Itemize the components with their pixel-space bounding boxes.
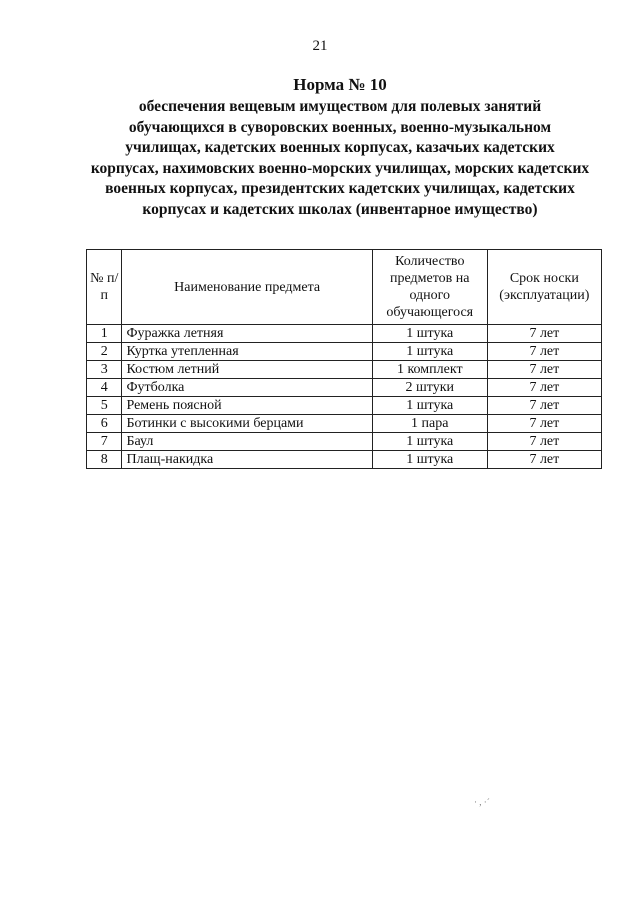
row-num-cell: 2 xyxy=(87,343,122,361)
row-num-cell: 6 xyxy=(87,415,122,433)
row-qty-cell: 1 комплект xyxy=(372,361,487,379)
row-name-cell: Фуражка летняя xyxy=(122,325,372,343)
row-term-cell: 7 лет xyxy=(487,433,601,451)
table-row xyxy=(87,415,602,433)
table-body xyxy=(87,325,602,469)
row-qty-cell: 2 штуки xyxy=(372,379,487,397)
row-qty-cell: 1 штука xyxy=(372,343,487,361)
scan-speck: · , ·´ xyxy=(474,797,490,807)
row-num-cell: 1 xyxy=(87,325,122,343)
table-row xyxy=(87,379,602,397)
table-row xyxy=(87,343,602,361)
row-qty-cell: 1 штука xyxy=(372,433,487,451)
row-term-cell: 7 лет xyxy=(487,451,601,469)
norm-table xyxy=(86,249,602,469)
row-name-cell: Плащ-накидка xyxy=(122,451,372,469)
row-name-cell: Ботинки с высокими берцами xyxy=(122,415,372,433)
row-term-cell: 7 лет xyxy=(487,325,601,343)
row-term-cell: 7 лет xyxy=(487,361,601,379)
page-number: 21 xyxy=(312,38,328,54)
row-term-cell: 7 лет xyxy=(487,343,601,361)
table-row xyxy=(87,397,602,415)
row-term-cell: 7 лет xyxy=(487,397,601,415)
row-term-cell: 7 лет xyxy=(487,415,601,433)
header-term: Срок носки (эксплуатации) xyxy=(487,250,601,325)
row-name-cell: Куртка утепленная xyxy=(122,343,372,361)
row-name-cell: Ремень поясной xyxy=(122,397,372,415)
row-num-cell: 7 xyxy=(87,433,122,451)
row-num-cell: 4 xyxy=(87,379,122,397)
norm-subtitle: обеспечения вещевым имуществом для полевых занятий обучающихся в суворовских военных, военно-музыкальном училищах, кадетских военных корпусах, казачьих кадетских корпусах, нахимовских военно-морских училищах, морских кадетских военных корпусах, президентских кадетских училищах, кадетских корпусах и кадетских школах (инвентарное имущество) xyxy=(90,98,590,218)
header-num: № п/п xyxy=(87,250,122,325)
row-num-cell: 5 xyxy=(87,397,122,415)
row-name-cell: Костюм летний xyxy=(122,361,372,379)
row-qty-cell: 1 штука xyxy=(372,451,487,469)
table-header-row xyxy=(87,250,602,325)
row-qty-cell: 1 штука xyxy=(372,325,487,343)
row-term-cell: 7 лет xyxy=(487,379,601,397)
table-row xyxy=(87,361,602,379)
row-num-cell: 3 xyxy=(87,361,122,379)
table-row xyxy=(87,325,602,343)
norm-title: Норма № 10 xyxy=(293,75,387,94)
document-heading xyxy=(90,74,590,220)
table-row xyxy=(87,433,602,451)
row-qty-cell: 1 пара xyxy=(372,415,487,433)
table-row xyxy=(87,451,602,469)
row-num-cell: 8 xyxy=(87,451,122,469)
header-qty: Количество предметов на одного обучающегося xyxy=(372,250,487,325)
row-qty-cell: 1 штука xyxy=(372,397,487,415)
row-name-cell: Футболка xyxy=(122,379,372,397)
row-name-cell: Баул xyxy=(122,433,372,451)
header-name: Наименование предмета xyxy=(122,250,372,325)
